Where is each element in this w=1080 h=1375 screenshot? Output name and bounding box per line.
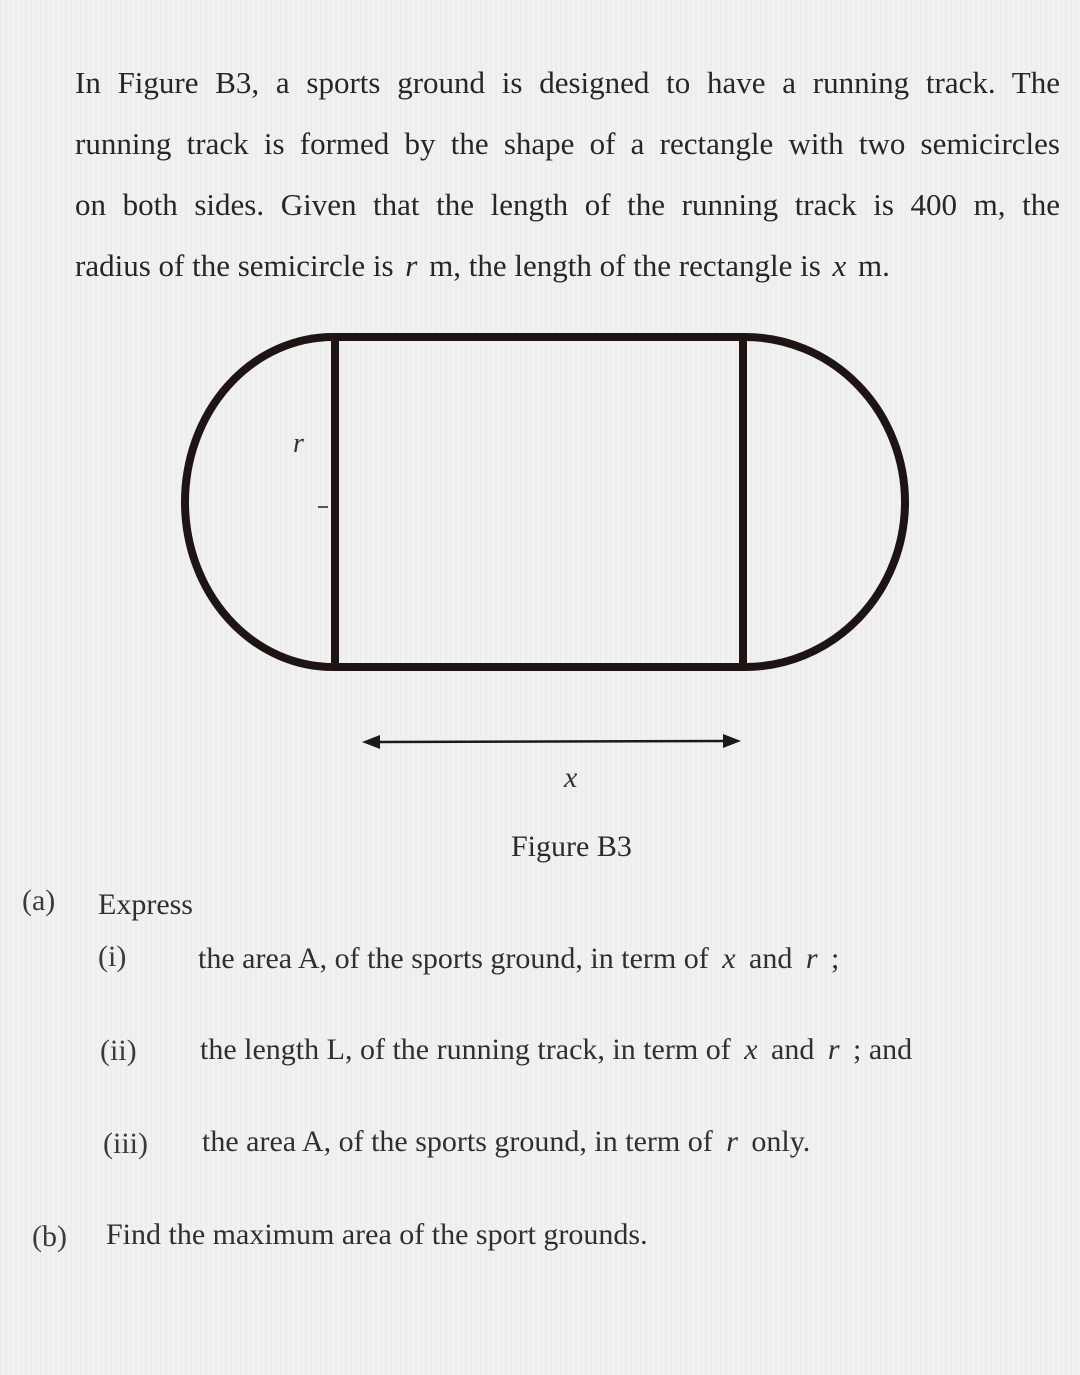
question-a-iii-part-1: the area A, of the sports ground, in term of [202,1125,713,1158]
question-a-iii-text [202,1125,810,1159]
question-a-i-part-1: the area A, of the sports ground, in term of [198,942,709,975]
statement-line-4-part-b: m, the length of the rectangle is [429,248,821,283]
question-a-i-part-3: ; [831,942,840,975]
question-a-i-var-r: r [805,942,818,975]
statement-line-3: on both sides. Given that the length of the running track is 400 m, the [75,187,1060,222]
length-label: x [564,761,578,794]
question-a-ii-text [200,1033,912,1067]
question-a-ii-part-1: the length L, of the running track, in term of [200,1033,731,1066]
question-a-label: (a) [22,884,56,917]
question-a-i-text [198,942,839,976]
question-a-iii-label: (iii) [103,1127,148,1160]
question-a-iii-var-r: r [726,1125,738,1158]
question-a-text: Express [98,888,193,921]
question-a-ii-part-2: and [771,1033,815,1066]
statement-line-4-part-a: radius of the semicircle is [75,248,394,283]
figure-caption: Figure B3 [511,830,632,863]
statement-line-4 [75,235,1060,296]
question-a-i-var-x: x [722,942,736,975]
question-a-ii-part-3: ; and [853,1033,913,1066]
problem-statement [75,52,1060,296]
statement-line-4-part-c: m. [858,248,890,283]
question-a-ii-label: (ii) [100,1034,137,1067]
question-a-i-part-2: and [749,942,793,975]
variable-r: r [405,248,418,283]
statement-line-1: In Figure B3, a sports ground is designed to have a running track. The [75,65,1060,100]
track-outline [185,337,905,667]
question-a-i-label: (i) [98,940,127,973]
question-a-ii-var-r: r [827,1033,840,1066]
statement-line-2: running track is formed by the shape of a rectangle with two semicircles [75,126,1060,161]
length-arrow-left-head [362,735,380,749]
question-b-text: Find the maximum area of the sport grounds. [106,1218,648,1251]
question-a-ii-var-x: x [744,1033,758,1066]
length-arrow-line [375,741,728,742]
running-track-figure [0,310,1080,830]
variable-x: x [832,248,847,283]
question-b-label: (b) [32,1220,67,1253]
radius-label: r [293,428,304,459]
question-a-iii-part-2: only. [751,1125,811,1158]
length-arrow-right-head [723,734,741,748]
